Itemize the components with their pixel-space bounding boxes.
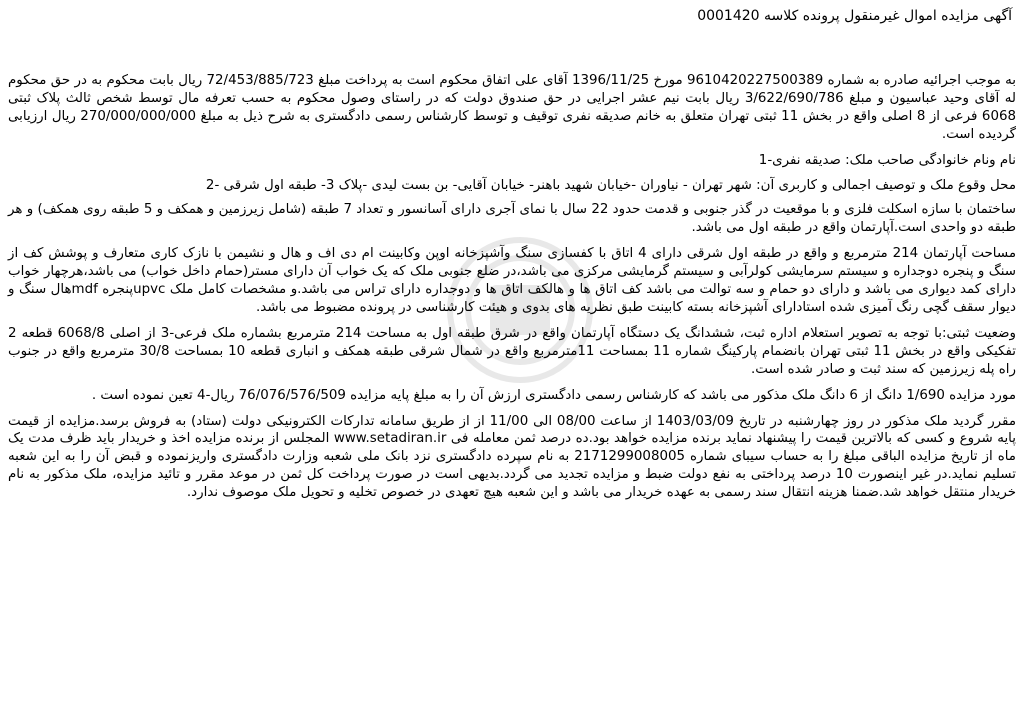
announcement-title: آگهی مزایده اموال غیرمنقول پرونده کلاسه 0001420 [697,8,1012,24]
paragraph-execution-order: به موجب اجرائیه صادره به شماره 9610420227500389 مورخ 1396/11/25 آقای علی اتفاق محکوم است به پرداخت مبلغ 72/453/885/723 ریال بابت محکوم به در حق محکوم له آقای وحید عباسیون و مبلغ 3/622/690/786 ریال بابت نیم عشر اجرایی در حق صندوق دولت که در راستای وصول محکوم به حسب تعرفه مال توسط شخص ثالث پلاک ثبتی 6068 فرعی از 8 اصلی واقع در بخش 11 ثبتی تهران متعلق به خانم صدیقه نفری توقیف و توسط کارشناس رسمی دادگستری به شرح ذیل به مبلغ 270/000/000/000 ریال ارزیابی گردیده است. [8,73,1017,142]
paragraph-owner-name: نام ونام خانوادگی صاحب ملک: صدیقه نفری-1 [758,152,1016,168]
paragraph-registration-status: وضعیت ثبتی:با توجه به تصویر استعلام اداره ثبت، ششدانگ یک دستگاه آپارتمان واقع در شرق طبقه اول به مساحت 214 مترمربع بشماره ملک فرعی-3 از اصلی 6068/8 قطعه 2 تفکیکی واقع در بخش 11 ثبتی تهران بانضمام پارکینگ شماره 11 بمساحت 11مترمربع واقع در شمال شرقی طبقه همکف و انباری قطعه 10 بمساحت 30/8 مترمربع واقع در جنوب راه پله زیرزمین که سند ثبت و صادر شده است. [8,325,1017,377]
paragraph-building-description: ساختمان با سازه اسکلت فلزی و با موقعیت در گذر جنوبی و قدمت حدود 22 سال با نمای آجری دارای آسانسور و تعداد 7 طبقه (شامل زیرزمین و همکف و 5 طبقه روی همکف) و هر طبقه دو واحدی است.آپارتمان واقع در طبقه اول می باشد. [8,202,1016,236]
paragraph-auction-terms: مقرر گردید ملک مذکور در روز چهارشنبه در تاریخ 1403/03/09 از ساعت 08/00 الی 11/00 از از طریق سامانه تدارکات الکترونیکی دولت (ستاد) به فروش برسد.مزایده از قیمت پایه شروع و کسی که بالاترین قیمت را پیشنهاد نماید برنده مزایده خواهد بود.ده درصد ثمن معامله فی www.setadiran.ir المجلس از برنده مزایده اخذ و خریدار باید ظرف مدت یک ماه از تاریخ مزایده الباقی مبلغ را به حساب سیبای شماره 2171299008005 به نام سپرده دادگستری نزد بانک ملی شعبه وزارت دادگستری واریزنموده و قبض آن را به این شعبه تسلیم نماید.در غیر اینصورت 10 درصد پرداختی به نفع دولت ضبط و مزایده تجدید می گردد.بدیهی است در صورت پرداخت کل ثمن در موعد مقرر و تائید مزایده، ملک مذکور به نام خریدار منتقل خواهد شد.ضمنا هزینه انتقال سند رسمی به عهده خریدار می باشد و این شعبه هیچ تعهدی در خصوص تخلیه و تحویل ملک موصوف ندارد. [8,413,1016,501]
paragraph-auction-subject: مورد مزایده 1/690 دانگ از 6 دانگ ملک مذکور می باشد که کارشناس رسمی دادگستری ارزش آن را به مبلغ پایه مزایده 76/076/576/509 ریال-4 تعین نموده است . [91,387,1016,403]
announcement-body [8,72,1016,510]
paragraph-apartment-description: مساحت آپارتمان 214 مترمربع و واقع در طبقه اول شرقی دارای 4 اتاق با کفسازی سنگ وآشپزخانه اوپن وکابینت ام دی اف و هال و نشیمن با نازک کاری متعارف و پوشش کف از سنگ و پنجره دوجداره و سیستم سرمایشی کولرآبی و سیستم گرمایشی مرکزی می باشد،در ضلع جنوبی ملک که یک خواب آن دارای مستر(حمام داخل خواب) می باشد،هرچهار خواب دارای کمد دیواری می باشد و دارای دو حمام و سه توالت می باشد کف اتاق ها و هالکف اتاق ها و دوجداره دارای تراس می باشد.و مشخصات کامل ملک upvcپنجره mdfهال سنگ و دیوار سقف گچی رنگ آمیزی شده استادارای آشپزخانه بسته کابینت طبق نظریه های بدوی و هیئت کارشناسی در پرونده مضبوط می باشد. [8,246,1016,315]
paragraph-property-location: محل وقوع ملک و توصیف اجمالی و کاربری آن: شهر تهران - نیاوران -خیابان شهید باهنر- خیابان آقایی- بن بست لیدی -پلاک 3- طبقه اول شرقی -2 [205,177,1016,193]
